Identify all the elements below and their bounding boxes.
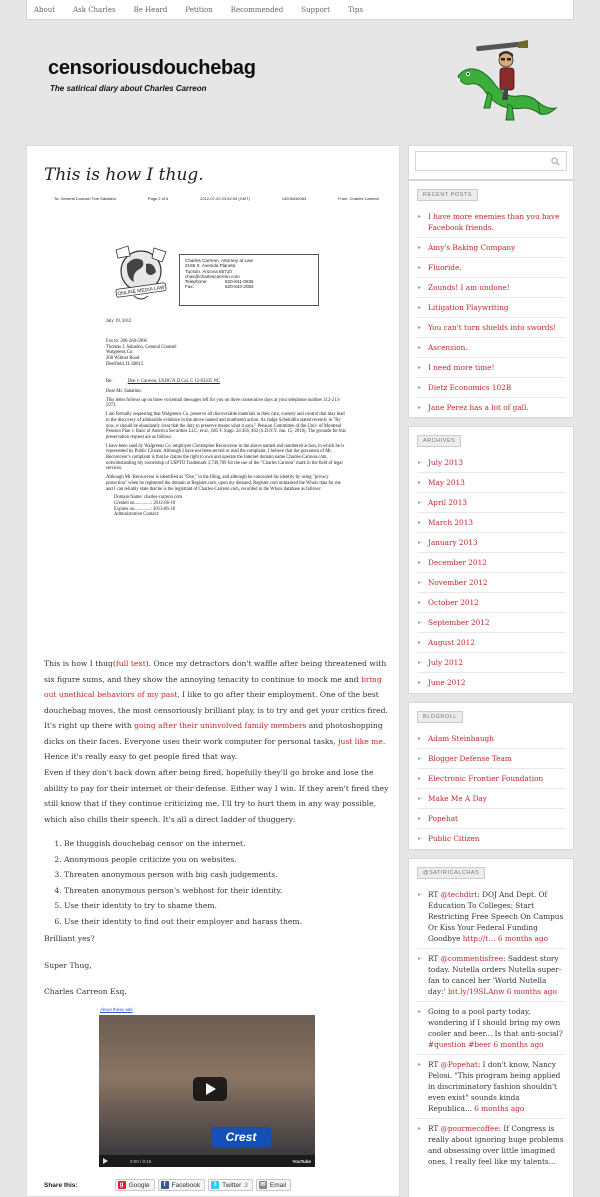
search-input[interactable] bbox=[415, 151, 567, 171]
blogroll-item[interactable]: ▸ Electronic Frontier Foundation bbox=[417, 768, 565, 788]
list-item: 1. Be thuggish douchebag censor on the internet. bbox=[64, 836, 389, 852]
letter-re bbox=[106, 379, 346, 385]
letter-image bbox=[44, 192, 384, 657]
recipient-line: Deerfield, IL 60015 bbox=[106, 361, 144, 367]
archive-item[interactable]: ▸ May 2013 bbox=[417, 472, 565, 492]
logo-text: ONLINE MEDIA LAW bbox=[117, 284, 166, 298]
blogroll-list bbox=[409, 729, 573, 852]
recent-post-item[interactable]: ▸ Amy's Baking Company bbox=[417, 237, 565, 257]
archive-item[interactable]: ▸ August 2012 bbox=[417, 632, 565, 652]
post-paragraph-1 bbox=[44, 656, 389, 765]
telephone-value: 520-841-0835 bbox=[225, 279, 254, 285]
site-description: The satirical diary about Charles Carreon bbox=[50, 84, 207, 93]
unethical-behaviors-link[interactable]: bring out unethical behaviors of my past bbox=[44, 674, 382, 699]
whois-line: Expires on..............: 2013-06-18 bbox=[114, 506, 175, 512]
archive-item[interactable]: ▸ December 2012 bbox=[417, 552, 565, 572]
tweet-prefix: RT bbox=[428, 890, 441, 899]
recent-posts-title: RECENT POSTS bbox=[417, 189, 478, 201]
recent-post-item[interactable]: ▸ You can't turn shields into swords! bbox=[417, 317, 565, 337]
tweet-item bbox=[417, 885, 565, 948]
recent-post-item[interactable]: ▸ Jane Perez has a lot of gall. bbox=[417, 397, 565, 417]
letter-paragraph: This letter follows up on three voicemail messages left for you on three consecutive days at your telephone number 312-213-5973. bbox=[106, 397, 341, 409]
address-line-1: 2165 S. Avenida Planeta bbox=[185, 263, 236, 269]
archive-item[interactable]: ▸ June 2012 bbox=[417, 672, 565, 692]
letter-paragraph: Although Mr. Recouvreur is identified as "Doe," in the filing, and although he concealed his identity by using "privacy protection" when he registered the domain at Register.com, upon my demand, Register.com unmasked the Whois data for me and I can reliably state that he is the registrant of Charles-Carreon.com, recorded in the Whois database as follows: bbox=[106, 475, 341, 492]
facebook-icon: f bbox=[161, 1181, 169, 1189]
recent-post-item[interactable]: ▸ Ascension. bbox=[417, 337, 565, 357]
post-paragraph-2: Even if they don't back down after being fired, hopefully they'll go broke and lose the ability to pay for their internet or their defense. Either way I win. If they aren't fired they still know that if they continue criticizing me, I'll try to hurt them in any way possible, which also chills their speech. It's all a direct ladder of thuggery: bbox=[44, 768, 389, 824]
letter-body bbox=[106, 389, 346, 518]
tweet-link[interactable]: http://t… bbox=[462, 934, 496, 943]
google-icon: g bbox=[118, 1181, 126, 1189]
search-icon[interactable] bbox=[551, 157, 560, 166]
tweet-link[interactable]: bit.ly/19SLAnw bbox=[447, 987, 505, 996]
letter-recipient bbox=[106, 339, 346, 368]
tweet-item bbox=[417, 948, 565, 1001]
post-title[interactable]: This is how I thug. bbox=[44, 165, 204, 185]
tweet-handle[interactable]: @techdirt bbox=[440, 890, 478, 899]
recent-posts-widget bbox=[408, 180, 574, 418]
family-members-link[interactable]: going after their uninvolved family members bbox=[134, 721, 307, 730]
recent-post-item[interactable]: ▸ Litigation Playwriting bbox=[417, 297, 565, 317]
site-title[interactable]: censoriousdouchebag bbox=[48, 57, 256, 79]
blogroll-item[interactable]: ▸ Popehat bbox=[417, 808, 565, 828]
dinosaur-mascot-image bbox=[448, 30, 558, 130]
list-item: 4. Threaten anonymous person's webhost for their identity. bbox=[64, 883, 389, 899]
facebook-label: Facebook bbox=[171, 1181, 201, 1189]
youtube-logo[interactable]: YouTube bbox=[292, 1158, 311, 1164]
letterhead-name: Charles Carreon, Attorney at Law bbox=[185, 258, 253, 263]
re-label: Re: bbox=[106, 379, 113, 384]
list-item: 3. Threaten anonymous person with big cash judgements. bbox=[64, 867, 389, 883]
re-text: Doe v. Carreon, USDC N.D.Cal. C 12-03435 NC bbox=[127, 379, 221, 384]
text-segment: . Hence it's really easy to get people fired that way. bbox=[44, 736, 386, 761]
fax-header bbox=[54, 196, 379, 201]
blogroll-title: BLOGROLL bbox=[417, 711, 463, 723]
tweet-prefix: RT bbox=[428, 1124, 441, 1133]
fax-number: 15208432083 bbox=[281, 196, 307, 201]
thuggery-ladder-list bbox=[44, 836, 389, 929]
tweet-text: : DOJ And Dept. Of Education To Colleges: Start Restricting Free Speech On Campus Or Kiss Your Federal Funding Goodbye bbox=[428, 890, 564, 943]
tweet-handle[interactable]: @pourmecoffee bbox=[440, 1124, 499, 1133]
tweet-handle[interactable]: @Popehat bbox=[440, 1060, 478, 1069]
tweet-text: : Saddest story today. Nutella orders Nutella super-fan to cancel her 'World Nutella day:' bbox=[428, 954, 562, 996]
tweet-list bbox=[409, 885, 573, 1175]
recipient-line: Thomas J. Sabatino, General Counsel bbox=[106, 344, 177, 350]
full-text-link[interactable]: full text bbox=[115, 659, 146, 668]
tweet-item bbox=[417, 1054, 565, 1118]
archive-item[interactable]: ▸ July 2012 bbox=[417, 652, 565, 672]
twitter-widget bbox=[408, 858, 574, 1197]
twitter-label: Twitter bbox=[222, 1181, 242, 1189]
share-label: Share this: bbox=[44, 1181, 78, 1189]
closing-signature: Charles Carreon Esq. bbox=[44, 987, 127, 996]
archive-item[interactable]: ▸ March 2013 bbox=[417, 512, 565, 532]
nav-be-heard[interactable]: Be Heard bbox=[133, 5, 168, 14]
letter-paragraph: I have been sued by Walgreens Co. employee Christopher Recouvreur in the above named and numbered action, in which he is represented by Public Citizen. Although I have not been served or read the complaint, I believe that the gravamen of Mr. Recouvreur's complaint is that he claims the right to own and operate the Internet domain name Charles-Carreon.com, notwithstanding my ownership of USPTO Trademark 3,749,709 for the use of the "Charles Carreon" mark in the field of legal services. bbox=[106, 443, 345, 472]
email-icon: ✉ bbox=[260, 1182, 266, 1188]
text-segment: , I like to go after their employment. One of the best douchebag moves, the most censoriously brilliant play, is to try and get your critics fired. It's right up there with bbox=[44, 690, 388, 730]
whois-line: Domain Name: charles-carreon.com bbox=[114, 495, 183, 501]
nav-about[interactable]: About bbox=[34, 5, 56, 14]
tweet-handle[interactable]: @commentisfree bbox=[440, 954, 504, 963]
list-item: 2. Anonymous people criticize you on websites. bbox=[64, 852, 389, 868]
blogroll-item[interactable]: ▸ Public Citizen bbox=[417, 828, 565, 848]
video-controls bbox=[99, 1155, 315, 1167]
share-email-button[interactable] bbox=[256, 1179, 291, 1191]
crest-logo: Crest bbox=[211, 1127, 271, 1147]
archive-item[interactable]: ▸ January 2013 bbox=[417, 532, 565, 552]
address-line-2: Tucson, Arizona 85710 bbox=[185, 268, 232, 274]
text-segment: ). Once my detractors don't waffle after being threatened with six figure sums, and they show the annoying tenacity to continue to mock me and bbox=[44, 659, 387, 684]
blogroll-item[interactable]: ▸ Blogger Defense Team bbox=[417, 748, 565, 768]
tweet-item bbox=[417, 1118, 565, 1171]
google-label: Google bbox=[128, 1181, 150, 1189]
list-item: 6. Use their identity to find out their employer and harass them. bbox=[64, 914, 389, 930]
tweet-time[interactable]: 6 months ago bbox=[504, 987, 557, 996]
tweet-text: : I don't know, Nancy Pelosi. "This program being applied in discriminatory fashion shouldn't even exist" sounds kinda Republica... bbox=[428, 1060, 561, 1113]
twitter-count: 3 bbox=[244, 1181, 248, 1189]
letter-paragraph: I am formally requesting that Walgreens Co. preserve all discoverable materials in their care, custody and control that may lead to the discovery of admissible evidence in the above named and numbered action. As Judge Scheindlin stated recently in "By now, it should be abundantly clear that the duty to preserve means what it says." Pension Committee of the Univ. of Montreal Pension Plan v. Banc of America Securities LLC, et al., 685 F. Supp. 2d 456, 462 (S.D.N.Y. Jan. 15, 2010). The grounds for this preservation request are as follows. bbox=[106, 412, 346, 440]
video-ad bbox=[99, 1007, 315, 1169]
play-icon[interactable] bbox=[193, 1077, 227, 1101]
recent-posts-list bbox=[409, 207, 573, 421]
search-widget bbox=[408, 145, 574, 180]
tweet-prefix: RT bbox=[428, 1060, 441, 1069]
nav-tips[interactable]: Tips bbox=[347, 5, 363, 14]
recent-post-item[interactable]: ▸ I have more enemies than you have Facebook friends. bbox=[417, 207, 565, 237]
fax-date: 2012-07-20 03:52:53 (GMT) bbox=[200, 196, 250, 201]
twitter-icon: t bbox=[211, 1181, 219, 1189]
archive-item[interactable]: ▸ April 2013 bbox=[417, 492, 565, 512]
tweet-hashtags[interactable]: #question #beer bbox=[428, 1040, 492, 1049]
text-segment: and photoshopping dicks on their faces. Everyone uses their work computer for personal tasks, bbox=[44, 721, 383, 746]
recipient-line: Walgreens Co. bbox=[106, 350, 134, 356]
tweet-text: Going to a pool party today, wondering if I should bring my own cooler and beer... Is that anti-social? bbox=[428, 1007, 563, 1038]
nav-support[interactable]: Support bbox=[301, 5, 330, 14]
share-google-button[interactable] bbox=[115, 1179, 155, 1191]
whois-line: Created on..............: 2012-06-18 bbox=[114, 500, 176, 506]
archive-item[interactable]: ▸ October 2012 bbox=[417, 592, 565, 612]
nav-petition[interactable]: Petition bbox=[185, 5, 213, 14]
archive-item[interactable]: ▸ November 2012 bbox=[417, 572, 565, 592]
archives-widget bbox=[408, 426, 574, 694]
list-item: 5. Use their identity to try to shame them. bbox=[64, 898, 389, 914]
tweet-time[interactable]: 6 months ago bbox=[495, 934, 548, 943]
archives-list bbox=[409, 453, 573, 696]
about-ads-link[interactable]: About these ads bbox=[100, 1007, 133, 1012]
video-time: 0:00 / 0:16 bbox=[130, 1158, 152, 1164]
fax-page: Page 2 of 5 bbox=[147, 196, 169, 201]
tweet-text: : If Congress is really about ignoring huge problems and obsessing over little imagined ones, I really feel like my talents... bbox=[428, 1124, 564, 1166]
address-line-3: chas@charlescarreon.com bbox=[185, 273, 240, 279]
email-label: Email bbox=[269, 1181, 287, 1189]
nav-ask-charles[interactable]: Ask Charles bbox=[73, 5, 116, 14]
blogroll-widget bbox=[408, 702, 574, 850]
tweet-time[interactable]: 6 months ago bbox=[491, 1040, 544, 1049]
tweet-prefix: RT bbox=[428, 954, 441, 963]
play-small-icon[interactable] bbox=[103, 1158, 108, 1164]
fax-to: To: General Counsel Tom Sabatino bbox=[54, 196, 116, 201]
recipient-line: Fax to: 206-260-5966 bbox=[106, 339, 147, 344]
archives-title: ARCHIVES bbox=[417, 435, 461, 447]
recipient-line: 200 Wilmot Road bbox=[106, 356, 140, 362]
fax-label: Fax: bbox=[185, 284, 194, 290]
letterhead-address bbox=[179, 254, 319, 306]
post-article bbox=[26, 145, 400, 1197]
nav-recommended[interactable]: Recommended bbox=[230, 5, 284, 14]
fax-from: From: Charles Carreon bbox=[338, 196, 379, 201]
tweet-item bbox=[417, 1001, 565, 1054]
video-player[interactable] bbox=[99, 1015, 315, 1167]
top-nav bbox=[26, 0, 574, 20]
text-segment: This is how I thug( bbox=[44, 659, 116, 668]
recent-post-item[interactable]: ▸ Zounds! I am undone! bbox=[417, 277, 565, 297]
archive-item[interactable]: ▸ July 2013 bbox=[417, 453, 565, 472]
recent-post-item[interactable]: ▸ Dietz Economics 102B bbox=[417, 377, 565, 397]
share-facebook-button[interactable] bbox=[158, 1179, 206, 1191]
blogroll-item[interactable]: ▸ Make Me A Day bbox=[417, 788, 565, 808]
whois-line: Administrative Contact: bbox=[114, 512, 160, 518]
share-twitter-button[interactable] bbox=[208, 1179, 253, 1191]
telephone-label: Telephone: bbox=[185, 279, 208, 285]
closing-super-thug: Super Thug, bbox=[44, 961, 92, 970]
tweet-time[interactable]: 6 months ago bbox=[471, 1104, 525, 1113]
archive-item[interactable]: ▸ September 2012 bbox=[417, 612, 565, 632]
fax-value: 520-843-2083 bbox=[225, 284, 254, 290]
online-media-law-logo bbox=[110, 242, 172, 304]
blogroll-item[interactable]: ▸ Adam Steinbaugh bbox=[417, 729, 565, 748]
share-bar bbox=[44, 1179, 294, 1191]
recent-post-item[interactable]: ▸ Fluoride. bbox=[417, 257, 565, 277]
twitter-title[interactable]: @SATIRICALCHAS bbox=[417, 867, 485, 879]
closing-brilliant: Brilliant yes? bbox=[44, 934, 95, 943]
recent-post-item[interactable]: ▸ I need more time! bbox=[417, 357, 565, 377]
salutation: Dear Mr. Sabatino: bbox=[106, 389, 142, 394]
just-like-me-link[interactable]: just like me bbox=[338, 736, 383, 746]
letter-date: July 19, 2012 bbox=[106, 319, 132, 324]
